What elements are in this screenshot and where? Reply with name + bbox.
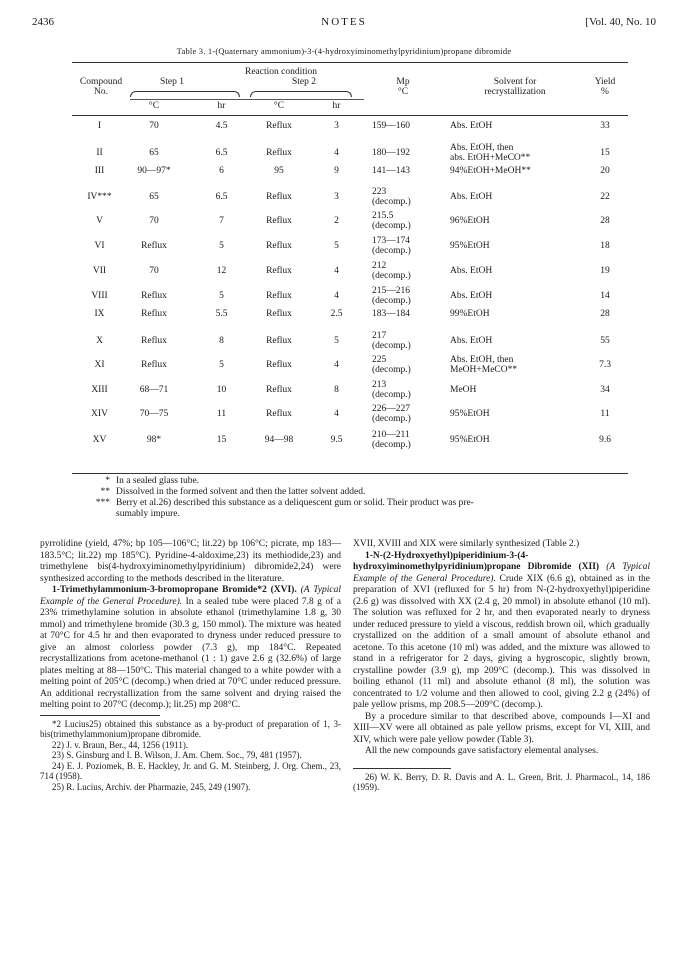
compound-cell: VI	[94, 241, 105, 251]
header-compound: Compound No.	[79, 77, 123, 97]
step2-temp-cell: Reflux	[266, 192, 292, 202]
mp-note: (decomp.)	[372, 365, 411, 375]
step2-temp-cell: Reflux	[266, 291, 292, 301]
table-top-rule	[72, 62, 628, 63]
solvent-cell: Abs. EtOH, then	[450, 143, 514, 153]
header-hr-2: hr	[332, 101, 341, 111]
step2-hr-cell: 9.5	[330, 435, 343, 445]
solvent-cell: Abs. EtOH	[450, 336, 493, 346]
table-footnote: sumably impure.	[116, 509, 180, 519]
step2-temp-cell: Reflux	[266, 216, 292, 226]
step2-hr-cell: 4	[334, 409, 339, 419]
yield-cell: 55	[600, 336, 610, 346]
mp-note: (decomp.)	[372, 197, 411, 207]
step1-hr-cell: 6.5	[215, 192, 228, 202]
solvent-cell: 96%EtOH	[450, 216, 490, 226]
solvent-cell: Abs. EtOH, then	[450, 355, 514, 365]
step2-temp-cell: Reflux	[266, 385, 292, 395]
compound-cell: XV	[92, 435, 107, 445]
header-solvent-2: recrystallization	[484, 87, 546, 97]
step1-brace	[130, 91, 240, 97]
running-head-title: NOTES	[321, 16, 367, 28]
reference: 24) E. J. Poziomek, B. E. Hackley, Jr. and G. M. Steinberg, J. Org. Chem., 23, 714 (1958).	[40, 760, 341, 782]
mp-cell: 223	[372, 187, 387, 197]
step1-temp-cell: Reflux	[141, 336, 167, 346]
step1-temp-cell: 70	[149, 216, 159, 226]
header-mp-unit: °C	[397, 87, 409, 97]
step1-hr-cell: 4.5	[215, 121, 228, 131]
header-mp: Mp	[396, 77, 410, 87]
yield-cell: 20	[600, 166, 610, 176]
mp-cell: 217	[372, 331, 387, 341]
section-title: 1-Trimethylammonium-3-bromopropane Bromide*2 (XVI).	[52, 585, 297, 595]
mp-note: (decomp.)	[372, 390, 411, 400]
footnote-separator	[353, 768, 451, 769]
yield-cell: 22	[600, 192, 610, 202]
compound-cell: X	[96, 336, 103, 346]
step1-temp-cell: 90—97*	[137, 166, 171, 176]
left-column	[40, 539, 341, 793]
step1-hr-cell: 8	[219, 336, 224, 346]
step1-hr-cell: 6	[219, 166, 224, 176]
paragraph	[353, 551, 650, 712]
mp-cell: 173—174	[372, 236, 410, 246]
compound-cell: XI	[94, 360, 105, 370]
mp-note: (decomp.)	[372, 271, 411, 281]
footnote-separator	[40, 715, 160, 716]
header-yield: Yield	[594, 77, 616, 87]
step2-temp-cell: Reflux	[266, 309, 292, 319]
compound-cell: XIII	[91, 385, 108, 395]
step2-temp-cell: Reflux	[266, 241, 292, 251]
solvent-cell: Abs. EtOH	[450, 266, 493, 276]
mp-note: (decomp.)	[372, 414, 411, 424]
mp-cell: 213	[372, 380, 387, 390]
compound-cell: V	[96, 216, 103, 226]
paragraph: All the new compounds gave satisfactory elemental analyses.	[365, 746, 599, 756]
step2-temp-cell: Reflux	[266, 360, 292, 370]
step1-hr-cell: 5	[219, 291, 224, 301]
table-footnote: * In a sealed glass tube.	[105, 476, 200, 486]
compound-cell: VII	[92, 266, 107, 276]
compound-cell: IX	[94, 309, 105, 319]
solvent-cell: 95%EtOH	[450, 435, 490, 445]
step1-hr-cell: 10	[216, 385, 227, 395]
solvent-cell: MeOH	[450, 385, 477, 395]
reference: 25) R. Lucius, Archiv. der Pharmazie, 245, 249 (1907).	[52, 782, 251, 793]
mp-cell: 226—227	[372, 404, 410, 414]
mp-cell: 141—143	[372, 166, 410, 176]
step1-temp-cell: 65	[149, 192, 159, 202]
step2-temp-cell: Reflux	[266, 266, 292, 276]
yield-cell: 28	[600, 309, 610, 319]
step1-hr-cell: 7	[219, 216, 224, 226]
paragraph: pyrrolidine (yield, 47%; bp 105—106°C; lit.22) bp 106°C; picrate, mp 183—183.5°C; lit.22) mp 185°C). Pyridine-4-aldoxime,23) its methiodide,23) and trimethylene bis(4-hydroxyiminomethylpyridinium) dibromide2,24) were synthesized according to the methods described in the literature.	[40, 539, 341, 584]
step2-hr-cell: 4	[334, 291, 339, 301]
step1-hr-cell: 11	[216, 409, 227, 419]
step2-temp-cell: Reflux	[266, 336, 292, 346]
mp-cell: 159—160	[372, 121, 410, 131]
running-header	[32, 16, 656, 30]
compound-cell: II	[96, 148, 103, 158]
paragraph: XVII, XVIII and XIX were similarly synthesized (Table 2.)	[353, 539, 580, 549]
header-deg-c-1: °C	[148, 101, 160, 111]
yield-cell: 18	[600, 241, 610, 251]
right-column	[353, 539, 650, 793]
step2-hr-cell: 4	[334, 360, 339, 370]
step1-temp-cell: 98*	[146, 435, 162, 445]
mp-note: (decomp.)	[372, 341, 411, 351]
mp-cell: 210—211	[372, 430, 410, 440]
compound-cell: IV***	[87, 192, 112, 202]
header-step1: Step 1	[160, 77, 185, 87]
step1-hr-cell: 6.5	[215, 148, 228, 158]
step1-temp-cell: 68—71	[139, 385, 169, 395]
step2-hr-cell: 2.5	[330, 309, 343, 319]
step1-temp-cell: Reflux	[141, 309, 167, 319]
subheader-rule	[130, 99, 364, 100]
header-solvent: Solvent for	[493, 77, 537, 87]
table-footnote: ** Dissolved in the formed solvent and then the latter solvent added.	[100, 487, 366, 497]
step1-hr-cell: 5	[219, 360, 224, 370]
paragraph-body: Crude XIX (6.6 g), obtained as in the preparation of XVI (refluxed for 5 hr) from N-(2-hydroxyethyl)piperidine (2.6 g) was dissolved with XX (2.4 g, 20 mmol) in absolute ethanol (10 ml). The solution was refluxed for 2 hr, and then evaporated nearly to dryness under reduced pressure to yield a viscous, reddish brown oil, which gradually crystallized on the addition of a small amount of absolute ethanol and acetone. To this acetone (10 ml) was added, and the mixture was allowed to stand in a refrigerator for 2 days, giving a hygroscopic, slightly brown, crystalline powder (3.9 g), mp 209°C (decomp.). This was dissolved in boiling ethanol (11 ml) and absolute ethanol (8 ml), the solution was concentrated to 1/2 volume and then allowed to cool, giving 2.2 g (24%) of pale yellow prisms, mp 208.5—209°C (decomp.).	[353, 573, 650, 710]
volume-info: [Vol. 40, No. 10	[585, 16, 656, 28]
step2-hr-cell: 2	[334, 216, 339, 226]
step2-temp-cell: 95	[274, 166, 284, 176]
yield-cell: 9.6	[599, 435, 611, 445]
header-hr-1: hr	[217, 101, 226, 111]
reference: 22) J. v. Braun, Ber., 44, 1256 (1911).	[52, 739, 189, 750]
yield-cell: 7.3	[599, 360, 611, 370]
mp-cell: 180—192	[372, 148, 410, 158]
compound-cell: XIV	[91, 409, 108, 419]
mp-cell: 183—184	[372, 309, 410, 319]
mp-cell: 215—216	[372, 286, 410, 296]
yield-cell: 34	[600, 385, 610, 395]
mp-note: (decomp.)	[372, 296, 411, 306]
footnote: *2 Lucius25) obtained this substance as a by-product of preparation of 1, 3-bis(trimethylammonium)propane dibromide.	[40, 718, 341, 740]
step1-hr-cell: 12	[216, 266, 227, 276]
step1-temp-cell: 70	[149, 266, 159, 276]
step1-temp-cell: Reflux	[141, 360, 167, 370]
compound-cell: I	[97, 121, 102, 131]
step2-hr-cell: 4	[334, 266, 339, 276]
yield-cell: 15	[600, 148, 610, 158]
step1-hr-cell: 5.5	[215, 309, 228, 319]
solvent-cell: Abs. EtOH	[450, 192, 493, 202]
page-number: 2436	[32, 16, 54, 28]
header-step2: Step 2	[292, 77, 317, 87]
step2-hr-cell: 3	[334, 121, 339, 131]
yield-cell: 19	[600, 266, 610, 276]
paragraph: By a procedure similar to that described above, compounds I—XI and XIII—XV were all obtained as pale yellow prisms, except for VI, XIII, and XIV, which were pale yellow powder (Table 3).	[353, 711, 650, 745]
header-bottom-rule	[72, 115, 628, 116]
mp-cell: 215.5	[372, 211, 394, 221]
step1-temp-cell: 70—75	[139, 409, 169, 419]
step1-temp-cell: 65	[149, 148, 159, 158]
section-subtitle: (A Typical Example of the General Procedure).	[40, 585, 341, 607]
paragraph	[40, 585, 341, 712]
mp-cell: 212	[372, 261, 387, 271]
header-reaction-condition: Reaction condition	[245, 67, 318, 77]
compound-cell: VIII	[91, 291, 108, 301]
step2-temp-cell: Reflux	[266, 121, 292, 131]
step2-hr-cell: 8	[334, 385, 339, 395]
solvent-cell-line2: MeOH+MeCO**	[450, 365, 518, 375]
reference: 26) W. K. Berry, D. R. Davis and A. L. Green, Brit. J. Pharmacol., 14, 186 (1959).	[353, 771, 650, 793]
step2-hr-cell: 5	[334, 336, 339, 346]
yield-cell: 28	[600, 216, 610, 226]
solvent-cell: Abs. EtOH	[450, 291, 493, 301]
compound-cell: III	[94, 166, 105, 176]
mp-note: (decomp.)	[372, 246, 411, 256]
yield-cell: 33	[600, 121, 610, 131]
table-caption: Table 3. 1-(Quaternary ammonium)-3-(4-hydroxyiminomethylpyridinium)propane dibromide	[176, 46, 512, 56]
step2-hr-cell: 5	[334, 241, 339, 251]
solvent-cell: 94%EtOH+MeOH**	[450, 166, 531, 176]
yield-cell: 11	[600, 409, 610, 419]
yield-cell: 14	[600, 291, 610, 301]
table-footnote: *** Berry et al.26) described this substance as a deliquescent gum or solid. Their product was pre-	[95, 498, 474, 508]
step2-temp-cell: 94—98	[264, 435, 294, 445]
step2-hr-cell: 4	[334, 148, 339, 158]
paragraph-body: In a sealed tube were placed 7.8 g of a 23% trimethylamine solution in absolute ethanol (trimethylamine 1.8 g, 30 mmol) and trimethylene bromide (30.3 g, 150 mmol). The mixture was heated at 70°C for 4.5 hr and then evaporated to dryness under reduced pressure to give an almost colorless powder (7.3 g), mp 184°C. Repeated recrystallizations from acetone-methanol (1 : 1) gave 2.6 g (32.6%) of large plates melting at 88—150°C. This material changed to a white powder with a melting point of 205°C (decomp.) when dried at 70°C under reduced pressure. An additional recrystallization from the same solvent and drying raised the melting point to 207°C (decomp.); lit.25) mp 208°C.	[40, 596, 341, 710]
header-deg-c-2: °C	[273, 101, 285, 111]
step1-temp-cell: 70	[149, 121, 159, 131]
mp-cell: 225	[372, 355, 387, 365]
solvent-cell: 95%EtOH	[450, 409, 490, 419]
solvent-cell: 95%EtOH	[450, 241, 490, 251]
step2-temp-cell: Reflux	[266, 409, 292, 419]
mp-note: (decomp.)	[372, 440, 411, 450]
step2-temp-cell: Reflux	[266, 148, 292, 158]
step1-hr-cell: 15	[216, 435, 227, 445]
solvent-cell: Abs. EtOH	[450, 121, 493, 131]
reference: 23) S. Ginsburg and I. B. Wilson, J. Am. Chem. Soc., 79, 481 (1957).	[52, 750, 302, 761]
solvent-cell-line2: abs. EtOH+MeCO**	[450, 153, 531, 163]
step1-temp-cell: Reflux	[141, 241, 167, 251]
table-bottom-rule	[72, 473, 628, 474]
solvent-cell: 99%EtOH	[450, 309, 490, 319]
header-yield-unit: %	[601, 87, 609, 97]
mp-note: (decomp.)	[372, 221, 411, 231]
step1-temp-cell: Reflux	[141, 291, 167, 301]
step2-brace	[250, 91, 352, 97]
step2-hr-cell: 9	[334, 166, 339, 176]
step1-hr-cell: 5	[219, 241, 224, 251]
step2-hr-cell: 3	[334, 192, 339, 202]
section-subtitle: (A Typical Example of the General Procedure).	[353, 562, 650, 584]
section-title: 1-N-(2-Hydroxyethyl)piperidinium-3-(4-hydroxyiminomethylpyridinium)propane Dibromide (XII)	[353, 550, 600, 572]
